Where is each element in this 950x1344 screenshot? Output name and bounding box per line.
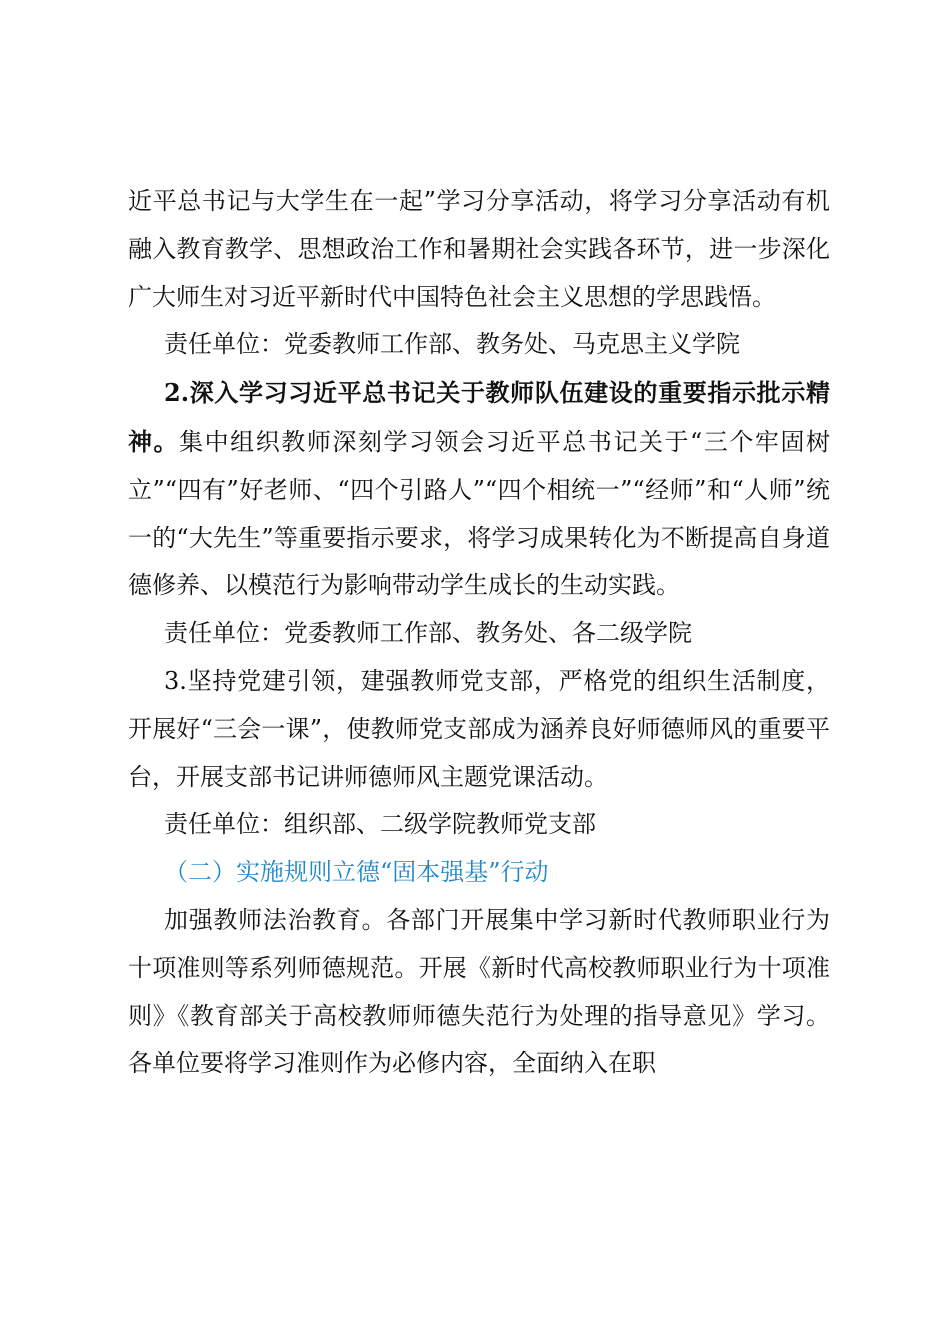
- item-2-title: 2.深入学习习近平总书记关于教师队伍建设的重要指示批示精神。: [128, 378, 830, 456]
- item-2-paragraph: [128, 369, 830, 610]
- responsible-units-2: 责任单位：党委教师工作部、教务处、各二级学院: [164, 619, 692, 648]
- responsible-units-1: 责任单位：党委教师工作部、教务处、马克思主义学院: [164, 330, 740, 359]
- item-2-body: 集中组织教师深刻学习领会习近平总书记关于“三个牢固树立”“四有”好老师、“四个引路人”“四个相统一”“经师”和“人师”统一的“大先生”等重要指示要求，将学习成果转化为不断提高自身道德修养、以模范行为影响带动学生成长的生动实践。: [128, 427, 830, 600]
- responsible-units-3: 责任单位：组织部、二级学院教师党支部: [164, 810, 596, 839]
- section-heading: （二）实施规则立德“固本强基”行动: [164, 858, 549, 887]
- paragraph-legal-education: 加强教师法治教育。各部门开展集中学习新时代教师职业行为十项准则等系列师德规范。开展《新时代高校教师职业行为十项准则》《教育部关于高校教师师德失范行为处理的指导意见》学习。各单位要将学习准则作为必修内容，全面纳入在职: [128, 905, 830, 1078]
- item-3-paragraph: 3.坚持党建引领，建强教师党支部，严格党的组织生活制度，开展好“三会一课”，使教师党支部成为涵养良好师德师风的重要平台，开展支部书记讲师德师风主题党课活动。: [128, 666, 830, 791]
- paragraph-continuation: 近平总书记与大学生在一起”学习分享活动，将学习分享活动有机融入教育教学、思想政治工作和暑期社会实践各环节，进一步深化广大师生对习近平新时代中国特色社会主义思想的学思践悟。: [128, 187, 830, 311]
- document-body: [128, 178, 830, 1088]
